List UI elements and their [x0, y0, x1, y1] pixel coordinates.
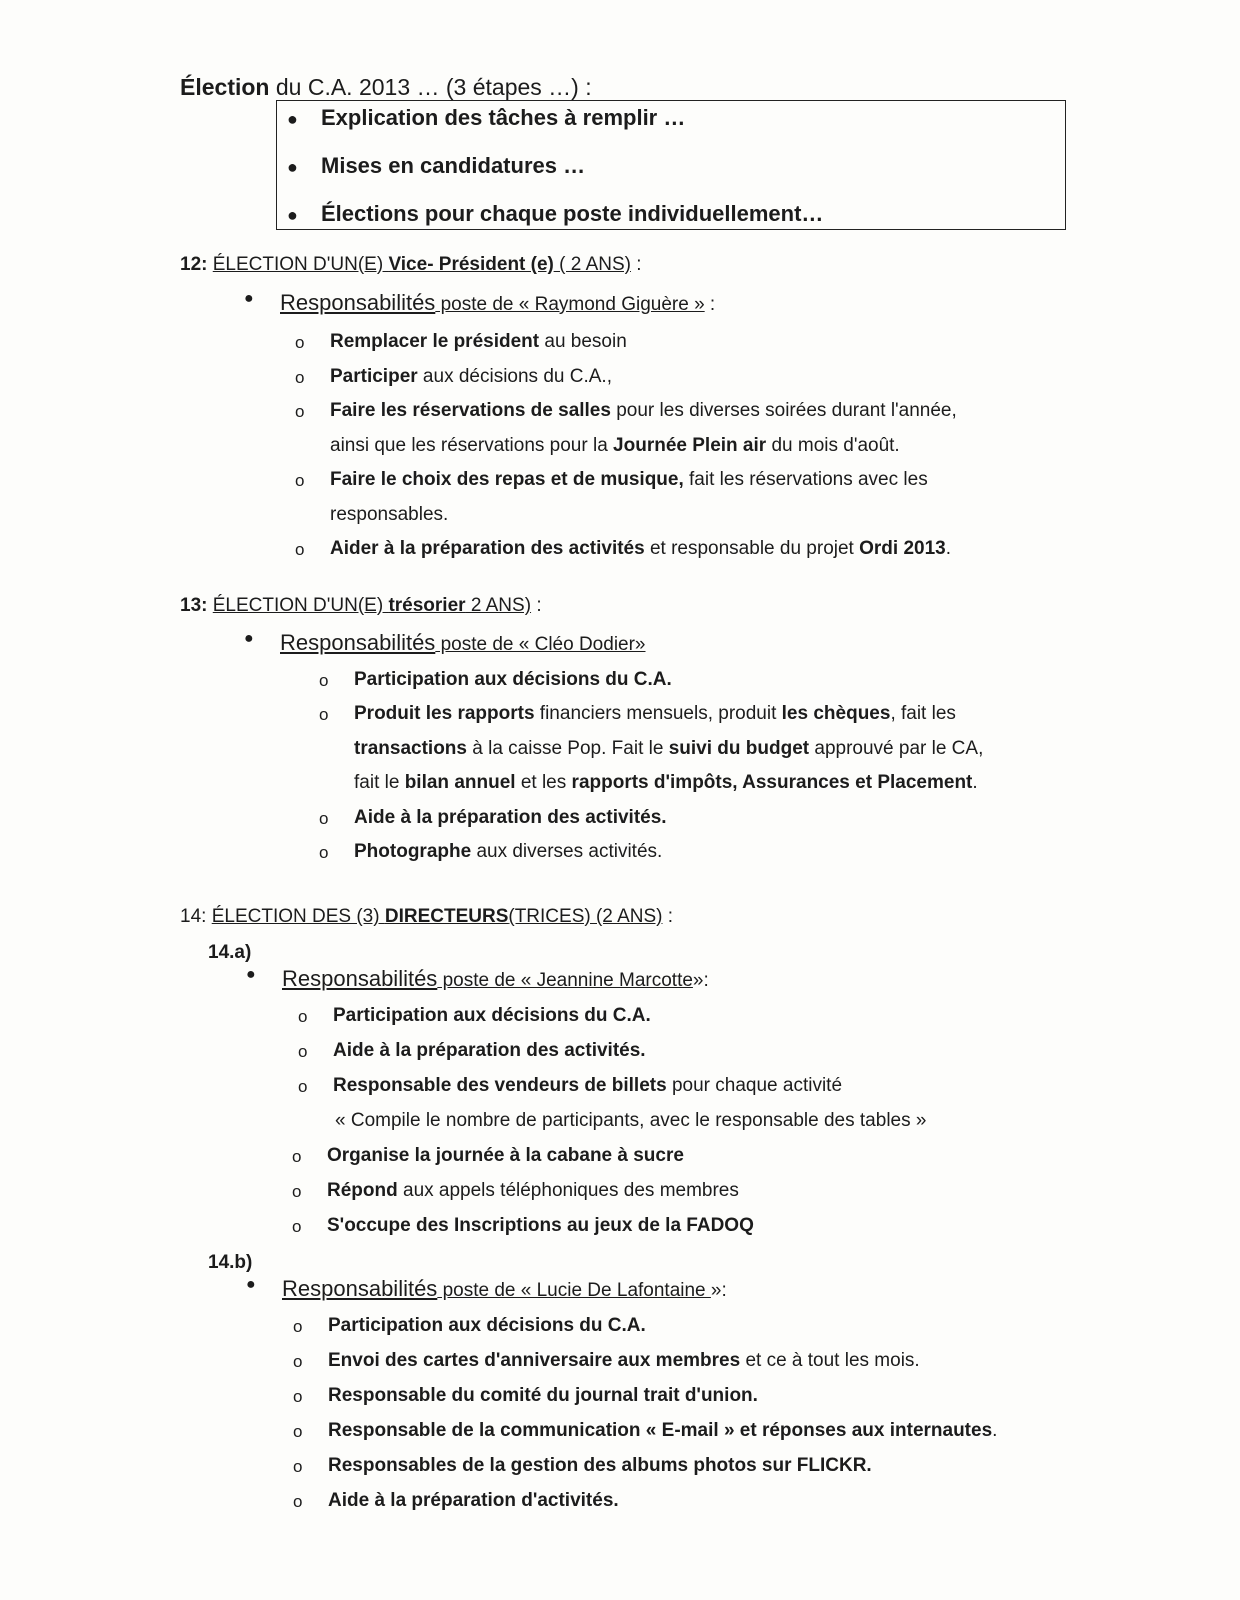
circle-bullet-icon: o — [292, 1182, 302, 1201]
subsection-14b-label: 14.b) — [208, 1252, 253, 1273]
bullet-icon: ● — [244, 290, 254, 307]
list-item: o Envoi des cartes d'anniversaire aux membres et ce à tout les mois. — [293, 1350, 920, 1371]
list-item: o Aider à la préparation des activités et responsable du projet Ordi 2013. — [295, 538, 951, 559]
circle-bullet-icon: o — [319, 843, 329, 862]
list-item: o Participation aux décisions du C.A. — [319, 669, 672, 690]
list-item: o Participation aux décisions du C.A. — [298, 1005, 651, 1026]
bullet-icon: ● — [246, 966, 256, 983]
circle-bullet-icon: o — [319, 705, 329, 724]
circle-bullet-icon: o — [293, 1352, 303, 1371]
circle-bullet-icon: o — [319, 671, 329, 690]
circle-bullet-icon: o — [295, 540, 305, 559]
list-item: « Compile le nombre de participants, avec le responsable des tables » — [335, 1110, 927, 1131]
document-title: Élection du C.A. 2013 … (3 étapes …) : — [180, 74, 592, 100]
circle-bullet-icon: o — [298, 1042, 308, 1061]
list-item: transactions à la caisse Pop. Fait le suivi du budget approuvé par le CA, — [354, 738, 984, 759]
section-13-heading: 13: ÉLECTION D'UN(E) trésorier 2 ANS) : — [180, 595, 542, 616]
list-item: o Participer aux décisions du C.A., — [295, 366, 612, 387]
list-item: ainsi que les réservations pour la Journée Plein air du mois d'août. — [330, 435, 900, 456]
list-item: responsables. — [330, 504, 449, 525]
section-12-responsibilities: ● Responsabilités poste de « Raymond Giguère » : — [244, 290, 716, 315]
section-13-responsibilities: ● Responsabilités poste de « Cléo Dodier» — [244, 630, 646, 655]
list-item: o Aide à la préparation des activités. — [298, 1040, 646, 1061]
list-item: o Aide à la préparation des activités. — [319, 807, 667, 828]
list-item: o Photographe aux diverses activités. — [319, 841, 663, 862]
bullet-icon: ● — [287, 109, 298, 129]
circle-bullet-icon: o — [293, 1422, 303, 1441]
list-item: o Participation aux décisions du C.A. — [293, 1315, 646, 1336]
bullet-icon: ● — [287, 157, 298, 177]
list-item: o Responsable de la communication « E-mail » et réponses aux internautes. — [293, 1420, 998, 1441]
bullet-icon: ● — [246, 1276, 256, 1293]
section-12-heading: 12: ÉLECTION D'UN(E) Vice- Président (e) ( 2 ANS) : — [180, 254, 642, 275]
list-item: o Responsable des vendeurs de billets pour chaque activité — [298, 1075, 843, 1096]
circle-bullet-icon: o — [319, 809, 329, 828]
circle-bullet-icon: o — [295, 368, 305, 387]
list-item: o Produit les rapports financiers mensuels, produit les chèques, fait les — [319, 703, 956, 724]
circle-bullet-icon: o — [293, 1317, 303, 1336]
list-item: o Faire le choix des repas et de musique, fait les réservations avec les — [295, 469, 928, 490]
list-item: fait le bilan annuel et les rapports d'impôts, Assurances et Placement. — [354, 772, 978, 793]
step-item: ● Élections pour chaque poste individuellement… — [287, 201, 824, 226]
list-item: o Faire les réservations de salles pour les diverses soirées durant l'année, — [295, 400, 957, 421]
list-item: o Responsable du comité du journal trait d'union. — [293, 1385, 758, 1406]
step-item: ● Explication des tâches à remplir … — [287, 105, 686, 130]
section-14a-responsibilities: ● Responsabilités poste de « Jeannine Marcotte»: — [246, 966, 709, 991]
circle-bullet-icon: o — [295, 402, 305, 421]
section-14b-responsibilities: ● Responsabilités poste de « Lucie De Lafontaine »: — [246, 1276, 727, 1301]
bullet-icon: ● — [287, 205, 298, 225]
list-item: o Organise la journée à la cabane à sucre — [292, 1145, 684, 1166]
list-item: o S'occupe des Inscriptions au jeux de la FADOQ — [292, 1215, 754, 1236]
list-item: o Répond aux appels téléphoniques des membres — [292, 1180, 739, 1201]
circle-bullet-icon: o — [298, 1007, 308, 1026]
bullet-icon: ● — [244, 630, 254, 647]
circle-bullet-icon: o — [293, 1387, 303, 1406]
circle-bullet-icon: o — [293, 1492, 303, 1511]
step-item: ● Mises en candidatures … — [287, 153, 586, 178]
circle-bullet-icon: o — [295, 333, 305, 352]
list-item: o Aide à la préparation d'activités. — [293, 1490, 619, 1511]
circle-bullet-icon: o — [292, 1217, 302, 1236]
circle-bullet-icon: o — [298, 1077, 308, 1096]
steps-box — [276, 100, 1066, 230]
subsection-14a-label: 14.a) — [208, 942, 252, 963]
list-item: o Responsables de la gestion des albums photos sur FLICKR. — [293, 1455, 872, 1476]
circle-bullet-icon: o — [295, 471, 305, 490]
list-item: o Remplacer le président au besoin — [295, 331, 627, 352]
circle-bullet-icon: o — [293, 1457, 303, 1476]
circle-bullet-icon: o — [292, 1147, 302, 1166]
section-14-heading: 14: ÉLECTION DES (3) DIRECTEURS(TRICES) (2 ANS) : — [180, 906, 674, 927]
